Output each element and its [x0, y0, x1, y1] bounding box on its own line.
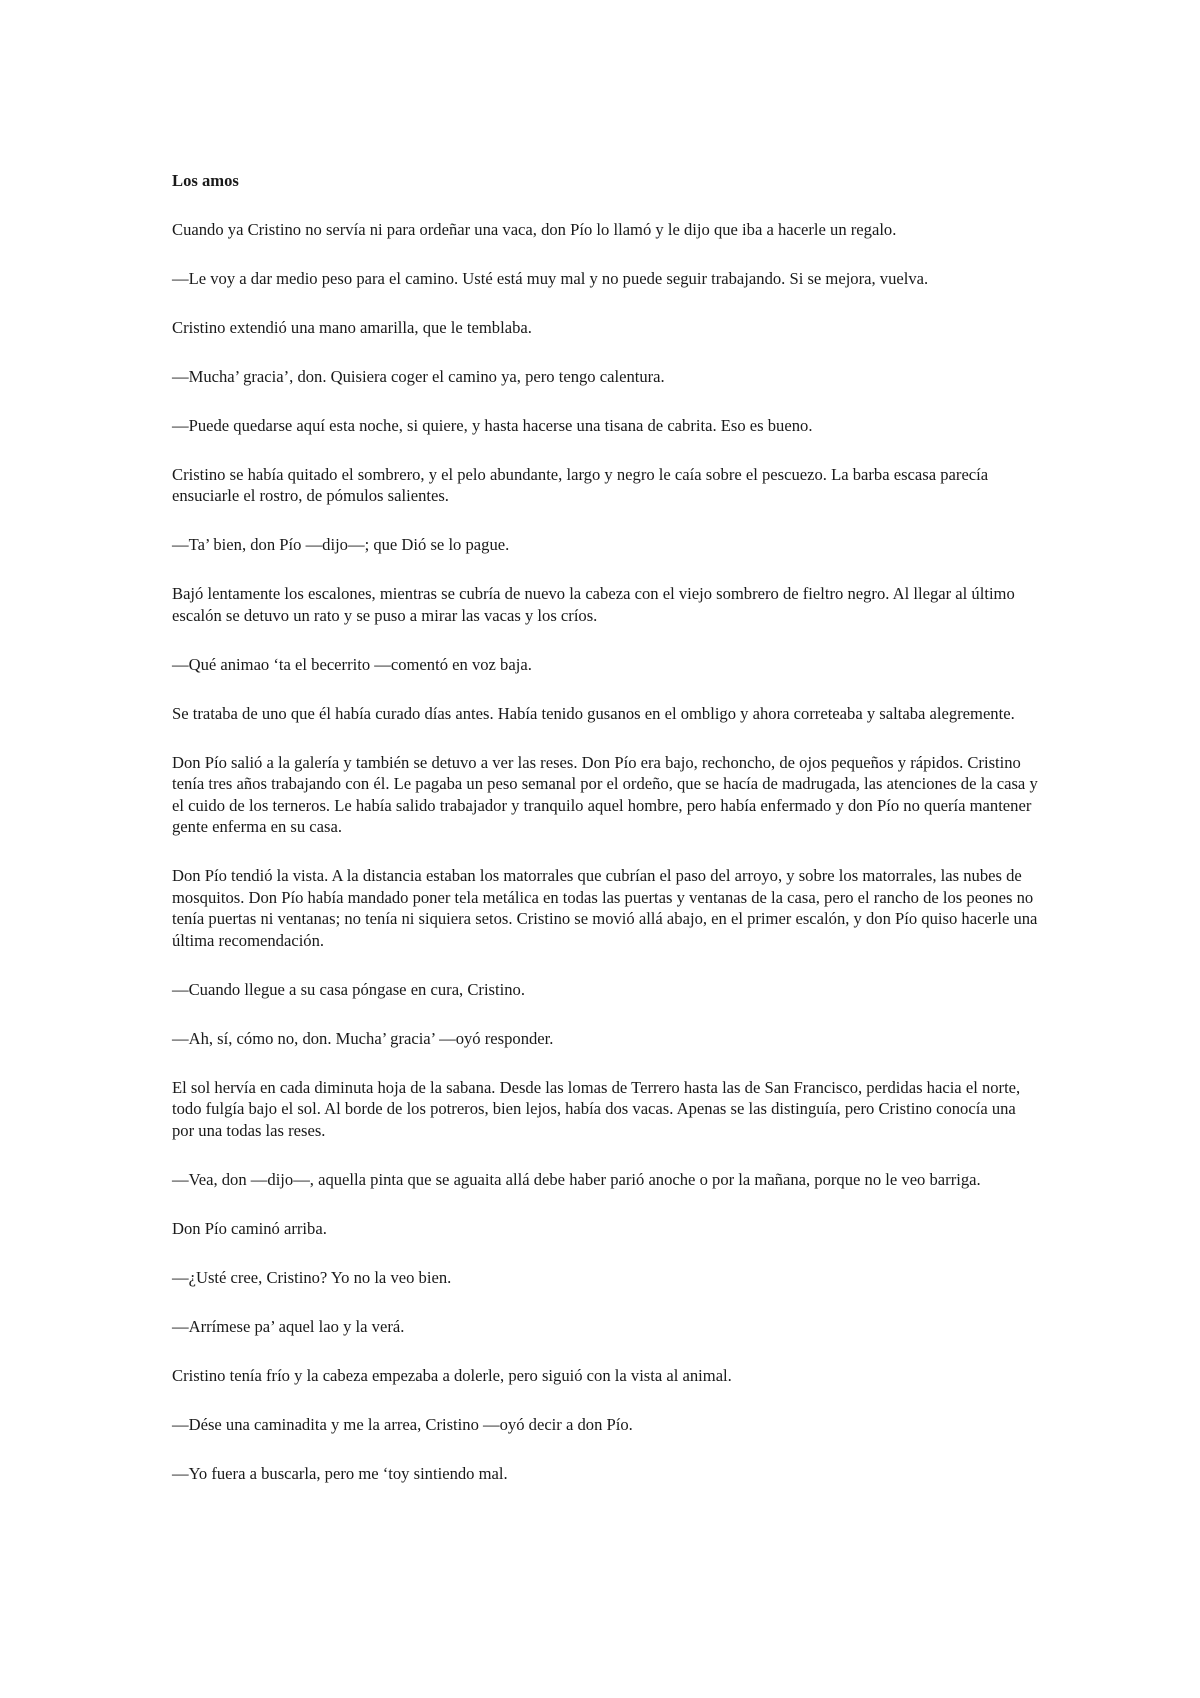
paragraph: Se trataba de uno que él había curado días antes. Había tenido gusanos en el ombligo y ahora correteaba y saltaba alegremente.: [172, 703, 1015, 723]
paragraph: —Arrímese pa’ aquel lao y la verá.: [172, 1316, 405, 1336]
paragraph: Don Pío salió a la galería y también se detuvo a ver las reses. Don Pío era bajo, rechoncho, de ojos pequeños y rápidos. Cristino tenía tres años trabajando con él. Le pagaba un peso semanal por el ordeño, que se hacía de madrugada, las atenciones de la casa y el cuido de los terneros. Le había salido trabajador y tranquilo aquel hombre, pero había enfermado y don Pío no quería mantener gente enferma en su casa.: [172, 752, 1038, 836]
paragraph: Don Pío caminó arriba.: [172, 1218, 327, 1238]
paragraph: —Vea, don —dijo—, aquella pinta que se aguaita allá debe haber parió anoche o por la mañana, porque no le veo barriga.: [172, 1169, 981, 1189]
paragraph: Bajó lentamente los escalones, mientras se cubría de nuevo la cabeza con el viejo sombrero de fieltro negro. Al llegar al último escalón se detuvo un rato y se puso a mirar las vacas y los críos.: [172, 584, 1015, 625]
paragraph: —Mucha’ gracia’, don. Quisiera coger el camino ya, pero tengo calentura.: [172, 366, 665, 386]
paragraph: —Dése una caminadita y me la arrea, Cristino —oyó decir a don Pío.: [172, 1414, 633, 1434]
document-title: Los amos: [172, 171, 239, 190]
paragraph: —Cuando llegue a su casa póngase en cura, Cristino.: [172, 979, 525, 999]
paragraph: —Yo fuera a buscarla, pero me ‘toy sintiendo mal.: [172, 1463, 508, 1483]
document-body: [172, 170, 1038, 1512]
paragraph: Don Pío tendió la vista. A la distancia estaban los matorrales que cubrían el paso del arroyo, y sobre los matorrales, las nubes de mosquitos. Don Pío había mandado poner tela metálica en todas las puertas y ventanas de la casa, pero el rancho de los peones no tenía puertas ni ventanas; no tenía ni siquiera setos. Cristino se movió allá abajo, en el primer escalón, y don Pío quiso hacerle una última recomendación.: [172, 866, 1038, 950]
paragraph: —Qué animao ‘ta el becerrito —comentó en voz baja.: [172, 654, 532, 674]
paragraph: Cuando ya Cristino no servía ni para ordeñar una vaca, don Pío lo llamó y le dijo que iba a hacerle un regalo.: [172, 219, 897, 239]
paragraph: —Puede quedarse aquí esta noche, si quiere, y hasta hacerse una tisana de cabrita. Eso es bueno.: [172, 415, 813, 435]
paragraph: —Ah, sí, cómo no, don. Mucha’ gracia’ —oyó responder.: [172, 1028, 554, 1048]
paragraph: Cristino extendió una mano amarilla, que le temblaba.: [172, 317, 532, 337]
paragraph: Cristino se había quitado el sombrero, y el pelo abundante, largo y negro le caía sobre el pescuezo. La barba escasa parecía ensuciarle el rostro, de pómulos salientes.: [172, 464, 989, 505]
paragraph: —Le voy a dar medio peso para el camino. Usté está muy mal y no puede seguir trabajando. Si se mejora, vuelva.: [172, 268, 929, 288]
paragraph: —¿Usté cree, Cristino? Yo no la veo bien.: [172, 1267, 452, 1287]
paragraph: —Ta’ bien, don Pío —dijo—; que Dió se lo pague.: [172, 535, 510, 554]
paragraph: El sol hervía en cada diminuta hoja de la sabana. Desde las lomas de Terrero hasta las de San Francisco, perdidas hacia el norte, todo fulgía bajo el sol. Al borde de los potreros, bien lejos, había dos vacas. Apenas se las distinguía, pero Cristino conocía una por una todas las reses.: [172, 1077, 1021, 1140]
paragraph: Cristino tenía frío y la cabeza empezaba a dolerle, pero siguió con la vista al animal.: [172, 1365, 732, 1385]
